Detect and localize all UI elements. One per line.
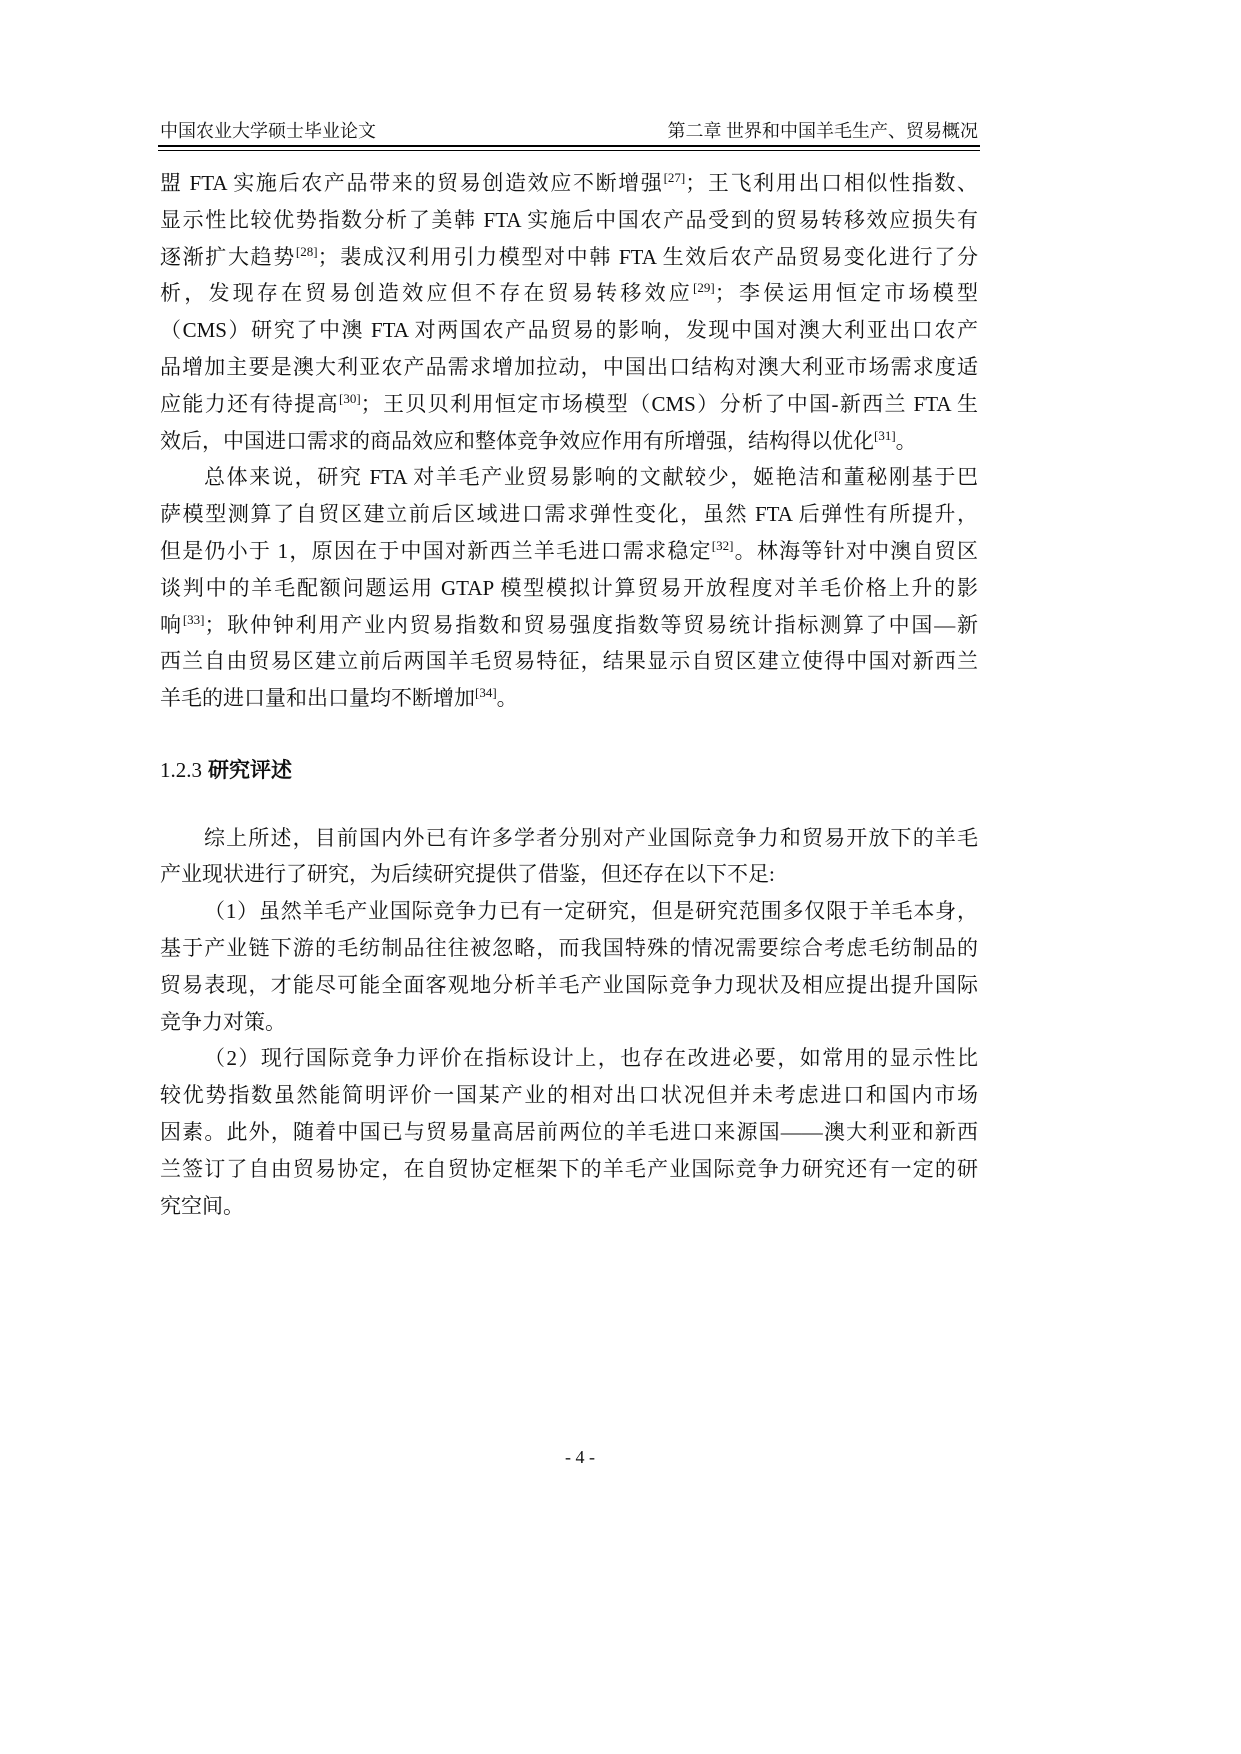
text-segment: 盟 FTA 实施后农产品带来的贸易创造效应不断增强 [160, 171, 664, 195]
text-line: 综上所述，目前国内外已有许多学者分别对产业国际竞争力和贸易开放下的羊毛 [204, 825, 978, 850]
citation-ref: [31] [874, 427, 896, 443]
section-title: 研究评述 [208, 757, 292, 782]
header-thesis-title: 中国农业大学硕士毕业论文 [160, 121, 376, 141]
text-segment: ；裴成汉利用引力模型对中韩 FTA 生效后农产品贸易变化进行了分 [317, 244, 978, 269]
header-chapter-title: 第二章 世界和中国羊毛生产、贸易概况 [667, 121, 978, 141]
text-segment: 析，发现存在贸易创造效应但不存在贸易转移效应 [160, 281, 694, 306]
text-segment: 。 [496, 686, 518, 711]
text-line: 兰签订了自由贸易协定，在自贸协定框架下的羊毛产业国际竞争力研究还有一定的研 [160, 1156, 978, 1181]
text-segment: 效后，中国进口需求的商品效应和整体竞争效应作用有所增强，结构得以优化 [160, 428, 874, 453]
text-segment: ；王贝贝利用恒定市场模型（CMS）分析了中国-新西兰 FTA 生 [360, 391, 978, 416]
header-rule [158, 145, 980, 151]
text-segment: 但是仍小于 1，原因在于中国对新西兰羊毛进口需求稳定 [160, 538, 712, 563]
text-line [160, 239, 978, 276]
text-line: 产业现状进行了研究，为后续研究提供了借鉴，但还存在以下不足: [160, 862, 775, 887]
text-segment: 响 [160, 612, 183, 637]
text-line: 究空间。 [160, 1193, 244, 1218]
text-line: 总体来说，研究 FTA 对羊毛产业贸易影响的文献较少，姬艳洁和董秘刚基于巴 [204, 465, 978, 490]
text-line [160, 275, 978, 312]
body-text [160, 165, 978, 1224]
text-line: 显示性比较优势指数分析了美韩 FTA 实施后中国农产品受到的贸易转移效应损失有 [160, 207, 978, 232]
text-line: 贸易表现，才能尽可能全面客观地分析羊毛产业国际竞争力现状及相应提出提升国际 [160, 972, 978, 997]
text-line: 较优势指数虽然能简明评价一国某产业的相对出口状况但并未考虑进口和国内市场 [160, 1083, 978, 1108]
text-line [160, 165, 978, 202]
text-line: 谈判中的羊毛配额问题运用 GTAP 模型模拟计算贸易开放程度对羊毛价格上升的影 [160, 575, 978, 600]
citation-ref: [33] [182, 611, 205, 627]
text-line [160, 680, 978, 717]
paragraph [160, 893, 978, 1040]
text-line: （1）虽然羊毛产业国际竞争力已有一定研究，但是研究范围多仅限于羊毛本身， [204, 899, 978, 924]
text-line: （2）现行国际竞争力评价在指标设计上，也存在改进必要，如常用的显示性比 [204, 1046, 978, 1071]
text-line: 因素。此外，随着中国已与贸易量高居前两位的羊毛进口来源国——澳大利亚和新西 [160, 1119, 978, 1144]
text-line: 萨模型测算了自贸区建立前后区域进口需求弹性变化，虽然 FTA 后弹性有所提升， [160, 502, 978, 527]
citation-ref: [28] [295, 243, 318, 259]
text-line: 品增加主要是澳大利亚农产品需求增加拉动，中国出口结构对澳大利亚市场需求度适 [160, 354, 978, 379]
section-heading [160, 752, 978, 789]
citation-ref: [30] [338, 390, 361, 406]
citation-ref: [27] [663, 169, 686, 185]
text-line: 竞争力对策。 [160, 1009, 286, 1034]
text-line [160, 533, 978, 570]
citation-ref: [29] [693, 280, 715, 296]
text-segment: 。林海等针对中澳自贸区 [733, 538, 978, 563]
text-segment: 羊毛的进口量和出口量均不断增加 [160, 686, 475, 711]
page-number: - 4 - [565, 1447, 595, 1467]
text-line: 西兰自由贸易区建立前后两国羊毛贸易特征，结果显示自贸区建立使得中国对新西兰 [160, 649, 978, 674]
paragraph [160, 459, 978, 717]
text-segment: 应能力还有待提高 [160, 391, 339, 416]
text-segment: ；王飞利用出口相似性指数、 [685, 171, 978, 195]
text-line: 基于产业链下游的毛纺制品往往被忽略，而我国特殊的情况需要综合考虑毛纺制品的 [160, 935, 978, 960]
text-line: （CMS）研究了中澳 FTA 对两国农产品贸易的影响，发现中国对澳大利亚出口农产 [160, 318, 978, 343]
citation-ref: [34] [475, 685, 497, 701]
paragraph [160, 820, 978, 894]
paragraph [160, 165, 978, 459]
text-segment: ；李侯运用恒定市场模型 [714, 281, 978, 306]
text-line [160, 607, 978, 644]
text-segment: 。 [895, 428, 917, 453]
text-line [160, 386, 978, 423]
running-header [160, 118, 978, 144]
paragraph [160, 1040, 978, 1224]
section-number: 1.2.3 [160, 757, 202, 782]
text-segment: 逐渐扩大趋势 [160, 244, 296, 269]
text-line [160, 423, 978, 460]
text-segment: ；耿仲钟利用产业内贸易指数和贸易强度指数等贸易统计指标测算了中国—新 [204, 612, 978, 637]
citation-ref: [32] [711, 537, 734, 553]
